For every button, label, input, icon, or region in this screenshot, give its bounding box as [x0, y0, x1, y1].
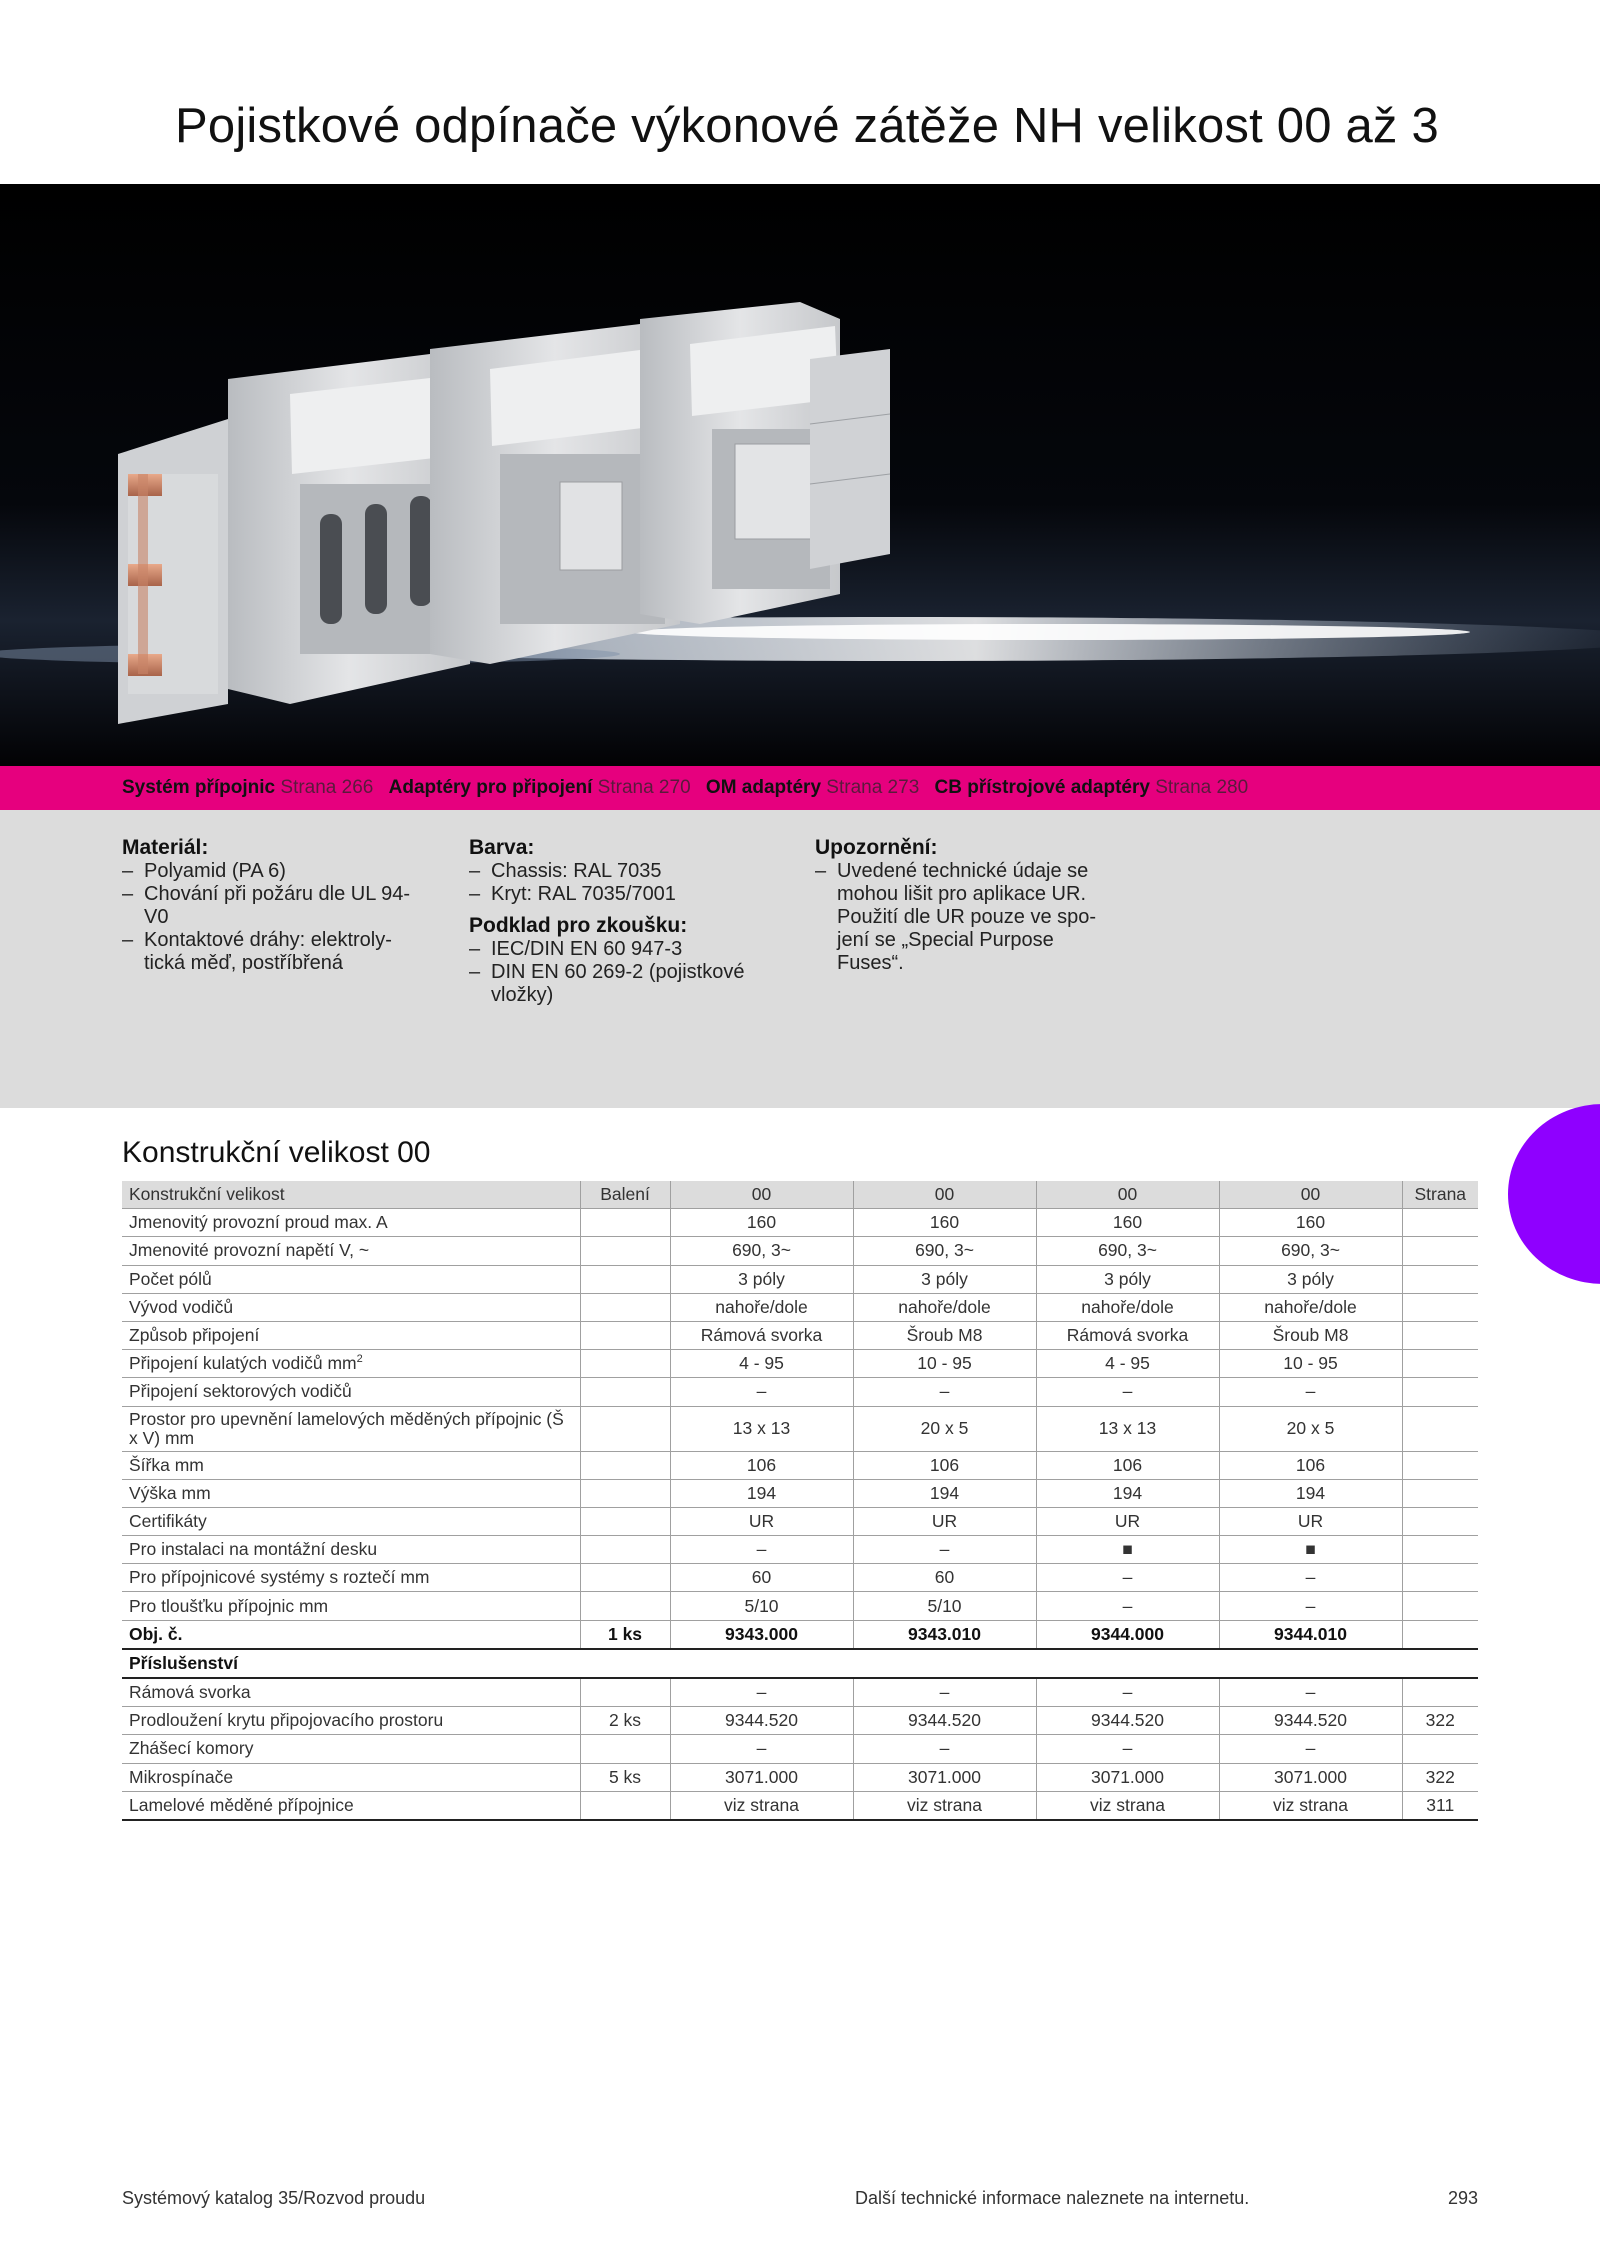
- material-item: – Chování při požáru dle UL 94-V0: [122, 883, 422, 929]
- table-cell: ■: [1219, 1536, 1402, 1564]
- table-cell: Výška mm: [122, 1479, 580, 1507]
- link-connection-adapters[interactable]: Adaptéry pro připojení Strana 270: [388, 777, 691, 798]
- table-cell: Šroub M8: [853, 1321, 1036, 1349]
- table-cell: 690, 3~: [670, 1237, 853, 1265]
- table-cell: 9344.520: [1036, 1707, 1219, 1735]
- table-cell: 20 x 5: [853, 1406, 1036, 1451]
- table-cell: –: [1036, 1592, 1219, 1620]
- color-item: – Chassis: RAL 7035: [469, 860, 769, 883]
- table-cell: [1402, 1265, 1478, 1293]
- table-cell: Rámová svorka: [1036, 1321, 1219, 1349]
- table-cell: 3071.000: [1219, 1763, 1402, 1791]
- table-row: [122, 1350, 1478, 1378]
- table-cell: [580, 1507, 670, 1535]
- table-cell: [1402, 1735, 1478, 1763]
- page-number: 293: [1448, 2188, 1479, 2208]
- table-cell: 160: [670, 1209, 853, 1237]
- color-block: [469, 836, 769, 1007]
- table-cell: [1402, 1536, 1478, 1564]
- table-cell: 3 póly: [1219, 1265, 1402, 1293]
- table-cell: 106: [1219, 1451, 1402, 1479]
- table-row: [122, 1592, 1478, 1620]
- table-cell: 10 - 95: [1219, 1350, 1402, 1378]
- page-title: Pojistkové odpínače výkonové zátěže NH velikost 00 až 3: [175, 99, 1439, 153]
- table-cell: [580, 1378, 670, 1406]
- link-om-adapters[interactable]: OM adaptéry Strana 273: [705, 777, 920, 798]
- table-cell: –: [1219, 1564, 1402, 1592]
- table-cell: –: [1036, 1735, 1219, 1763]
- table-cell: –: [1036, 1678, 1219, 1707]
- table-cell: 00: [853, 1181, 1036, 1209]
- cell-label: Připojení kulatých vodičů mm: [129, 1353, 357, 1374]
- table-cell: [1402, 1451, 1478, 1479]
- unit-superscript: 2: [356, 1353, 363, 1366]
- accessories-heading-row: [122, 1649, 1478, 1678]
- table-cell: Pro tloušťku přípojnic mm: [122, 1592, 580, 1620]
- accessories-heading: Příslušenství: [122, 1649, 580, 1678]
- table-cell: [1402, 1209, 1478, 1237]
- table-cell: [580, 1791, 670, 1820]
- table-cell: [580, 1592, 670, 1620]
- table-cell: viz strana: [853, 1791, 1036, 1820]
- table-cell: [1402, 1293, 1478, 1321]
- table-cell: UR: [1219, 1507, 1402, 1535]
- material-block: [122, 836, 422, 975]
- table-row: [122, 1451, 1478, 1479]
- table-cell: viz strana: [1219, 1791, 1402, 1820]
- material-heading: Materiál:: [122, 836, 209, 859]
- table-cell: [1402, 1592, 1478, 1620]
- table-cell: 2 ks: [580, 1707, 670, 1735]
- table-cell: Pro instalaci na montážní desku: [122, 1536, 580, 1564]
- table-cell: [580, 1293, 670, 1321]
- table-row: [122, 1378, 1478, 1406]
- table-cell: 9344.520: [853, 1707, 1036, 1735]
- table-cell: Prodloužení krytu připojovacího prostoru: [122, 1707, 580, 1735]
- table-cell: –: [853, 1536, 1036, 1564]
- table-cell: 13 x 13: [1036, 1406, 1219, 1451]
- table-cell: –: [1219, 1678, 1402, 1707]
- table-cell: [670, 1649, 853, 1678]
- table-row: [122, 1237, 1478, 1265]
- table-cell: [1402, 1620, 1478, 1649]
- table-cell: Šroub M8: [1219, 1321, 1402, 1349]
- notice-heading: Upozornění:: [815, 836, 938, 859]
- table-cell: [853, 1649, 1036, 1678]
- footer-note: Další technické informace naleznete na internetu.: [855, 2188, 1250, 2208]
- table-cell: [122, 1350, 580, 1378]
- table-cell: 9344.520: [1219, 1707, 1402, 1735]
- product-info-panel: [0, 810, 1600, 1108]
- table-cell: 5 ks: [580, 1763, 670, 1791]
- table-row: [122, 1564, 1478, 1592]
- table-cell: Balení: [580, 1181, 670, 1209]
- material-item: – Kontaktové dráhy: elektroly-tická měď, postříbřená: [122, 929, 422, 975]
- material-item: – Polyamid (PA 6): [122, 860, 422, 883]
- table-row: [122, 1536, 1478, 1564]
- color-heading: Barva:: [469, 836, 535, 859]
- table-cell: 60: [853, 1564, 1036, 1592]
- table-cell: [580, 1678, 670, 1707]
- notice-item: – Uvedené technické údaje se mohou lišit pro aplikace UR. Použití dle UR pouze ve spo-jení se „Special Purpose Fuses“.: [815, 860, 1115, 975]
- table-cell: [580, 1209, 670, 1237]
- table-cell: 9343.010: [853, 1620, 1036, 1649]
- table-cell: 194: [670, 1479, 853, 1507]
- table-cell: 3 póly: [853, 1265, 1036, 1293]
- spec-table: [122, 1181, 1478, 1821]
- table-cell: –: [1219, 1378, 1402, 1406]
- table-cell: 106: [670, 1451, 853, 1479]
- table-cell: 194: [1219, 1479, 1402, 1507]
- table-cell: [580, 1451, 670, 1479]
- accessory-row: [122, 1791, 1478, 1820]
- table-cell: –: [1036, 1564, 1219, 1592]
- table-cell: 160: [1036, 1209, 1219, 1237]
- table-cell: [580, 1406, 670, 1451]
- table-cell: UR: [853, 1507, 1036, 1535]
- table-cell: Pro přípojnicové systémy s roztečí mm: [122, 1564, 580, 1592]
- table-cell: –: [1219, 1592, 1402, 1620]
- table-cell: [1219, 1649, 1402, 1678]
- accessory-row: [122, 1763, 1478, 1791]
- table-row: [122, 1406, 1478, 1451]
- table-cell: [1402, 1378, 1478, 1406]
- table-cell: [1402, 1321, 1478, 1349]
- table-cell: [580, 1735, 670, 1763]
- table-row: [122, 1321, 1478, 1349]
- table-cell: 9343.000: [670, 1620, 853, 1649]
- fuse-switch-illustration: [0, 184, 1600, 766]
- table-cell: Lamelové měděné přípojnice: [122, 1791, 580, 1820]
- section-tab-marker: [1508, 1104, 1600, 1284]
- table-cell: Certifikáty: [122, 1507, 580, 1535]
- table-cell: 3071.000: [1036, 1763, 1219, 1791]
- table-cell: Šířka mm: [122, 1451, 580, 1479]
- table-cell: Prostor pro upevnění lamelových měděných přípojnic (Š x V) mm: [122, 1406, 580, 1451]
- table-cell: nahoře/dole: [1219, 1293, 1402, 1321]
- table-cell: –: [853, 1378, 1036, 1406]
- accessory-row: [122, 1707, 1478, 1735]
- table-cell: 13 x 13: [670, 1406, 853, 1451]
- cross-reference-bar: [0, 766, 1600, 810]
- table-cell: 3 póly: [1036, 1265, 1219, 1293]
- table-cell: Obj. č.: [122, 1620, 580, 1649]
- table-row: [122, 1293, 1478, 1321]
- table-header-row: [122, 1181, 1478, 1209]
- table-cell: Rámová svorka: [122, 1678, 580, 1707]
- table-cell: –: [853, 1735, 1036, 1763]
- table-cell: [580, 1237, 670, 1265]
- footer-catalog: Systémový katalog 35/Rozvod proudu: [122, 2188, 426, 2208]
- table-cell: Připojení sektorových vodičů: [122, 1378, 580, 1406]
- table-cell: [1402, 1649, 1478, 1678]
- table-cell: 160: [1219, 1209, 1402, 1237]
- link-busbar-system[interactable]: Systém přípojnic Strana 266: [122, 777, 374, 798]
- table-cell: 9344.000: [1036, 1620, 1219, 1649]
- table-cell: [580, 1265, 670, 1293]
- table-cell: 3071.000: [670, 1763, 853, 1791]
- table-cell: 322: [1402, 1707, 1478, 1735]
- table-cell: 9344.520: [670, 1707, 853, 1735]
- table-cell: Mikrospínače: [122, 1763, 580, 1791]
- table-cell: –: [853, 1678, 1036, 1707]
- table-cell: 00: [1219, 1181, 1402, 1209]
- table-cell: Počet pólů: [122, 1265, 580, 1293]
- table-cell: 690, 3~: [1219, 1237, 1402, 1265]
- table-cell: –: [670, 1536, 853, 1564]
- notice-block: [815, 836, 1115, 975]
- table-cell: 20 x 5: [1219, 1406, 1402, 1451]
- table-cell: 3 póly: [670, 1265, 853, 1293]
- table-cell: 311: [1402, 1791, 1478, 1820]
- table-cell: –: [670, 1378, 853, 1406]
- table-cell: Strana: [1402, 1181, 1478, 1209]
- table-cell: [1036, 1649, 1219, 1678]
- table-cell: [1402, 1479, 1478, 1507]
- table-cell: 3071.000: [853, 1763, 1036, 1791]
- table-cell: 1 ks: [580, 1620, 670, 1649]
- table-cell: Jmenovitý provozní proud max. A: [122, 1209, 580, 1237]
- product-photo: [0, 184, 1600, 766]
- table-cell: 4 - 95: [670, 1350, 853, 1378]
- table-cell: viz strana: [1036, 1791, 1219, 1820]
- section-title: Konstrukční velikost 00: [122, 1136, 431, 1169]
- table-row: [122, 1209, 1478, 1237]
- table-cell: 5/10: [670, 1592, 853, 1620]
- table-cell: nahoře/dole: [1036, 1293, 1219, 1321]
- table-cell: 00: [670, 1181, 853, 1209]
- table-cell: 00: [1036, 1181, 1219, 1209]
- accessory-row: [122, 1735, 1478, 1763]
- test-item: – DIN EN 60 269-2 (pojistkové vložky): [469, 961, 769, 1007]
- accessory-row: [122, 1678, 1478, 1707]
- table-cell: 106: [853, 1451, 1036, 1479]
- table-cell: [1402, 1406, 1478, 1451]
- table-cell: 690, 3~: [1036, 1237, 1219, 1265]
- color-item: – Kryt: RAL 7035/7001: [469, 883, 769, 906]
- table-cell: 60: [670, 1564, 853, 1592]
- table-cell: [580, 1536, 670, 1564]
- table-cell: Konstrukční velikost: [122, 1181, 580, 1209]
- table-cell: Rámová svorka: [670, 1321, 853, 1349]
- table-cell: [580, 1479, 670, 1507]
- table-cell: –: [1036, 1378, 1219, 1406]
- link-cb-adapters[interactable]: CB přístrojové adaptéry Strana 280: [934, 777, 1249, 798]
- table-row: [122, 1265, 1478, 1293]
- table-cell: –: [670, 1678, 853, 1707]
- table-cell: 322: [1402, 1763, 1478, 1791]
- table-cell: Způsob připojení: [122, 1321, 580, 1349]
- table-cell: [1402, 1678, 1478, 1707]
- table-cell: viz strana: [670, 1791, 853, 1820]
- table-row: [122, 1507, 1478, 1535]
- table-cell: 160: [853, 1209, 1036, 1237]
- table-cell: [580, 1564, 670, 1592]
- table-cell: 10 - 95: [853, 1350, 1036, 1378]
- table-cell: 106: [1036, 1451, 1219, 1479]
- table-cell: [580, 1649, 670, 1678]
- table-cell: ■: [1036, 1536, 1219, 1564]
- table-row: [122, 1479, 1478, 1507]
- table-cell: 4 - 95: [1036, 1350, 1219, 1378]
- table-cell: UR: [1036, 1507, 1219, 1535]
- table-cell: [1402, 1350, 1478, 1378]
- table-cell: 690, 3~: [853, 1237, 1036, 1265]
- test-item: – IEC/DIN EN 60 947-3: [469, 938, 769, 961]
- table-cell: [580, 1350, 670, 1378]
- table-cell: [580, 1321, 670, 1349]
- table-cell: UR: [670, 1507, 853, 1535]
- table-cell: Vývod vodičů: [122, 1293, 580, 1321]
- table-cell: nahoře/dole: [853, 1293, 1036, 1321]
- table-cell: Zhášecí komory: [122, 1735, 580, 1763]
- order-number-row: [122, 1620, 1478, 1649]
- table-cell: 5/10: [853, 1592, 1036, 1620]
- table-cell: –: [670, 1735, 853, 1763]
- table-cell: [1402, 1564, 1478, 1592]
- table-cell: [1402, 1237, 1478, 1265]
- table-cell: –: [1219, 1735, 1402, 1763]
- table-cell: [1402, 1507, 1478, 1535]
- test-heading: Podklad pro zkoušku:: [469, 914, 688, 937]
- table-cell: 194: [1036, 1479, 1219, 1507]
- table-cell: Jmenovité provozní napětí V, ~: [122, 1237, 580, 1265]
- table-cell: 194: [853, 1479, 1036, 1507]
- table-cell: nahoře/dole: [670, 1293, 853, 1321]
- table-cell: 9344.010: [1219, 1620, 1402, 1649]
